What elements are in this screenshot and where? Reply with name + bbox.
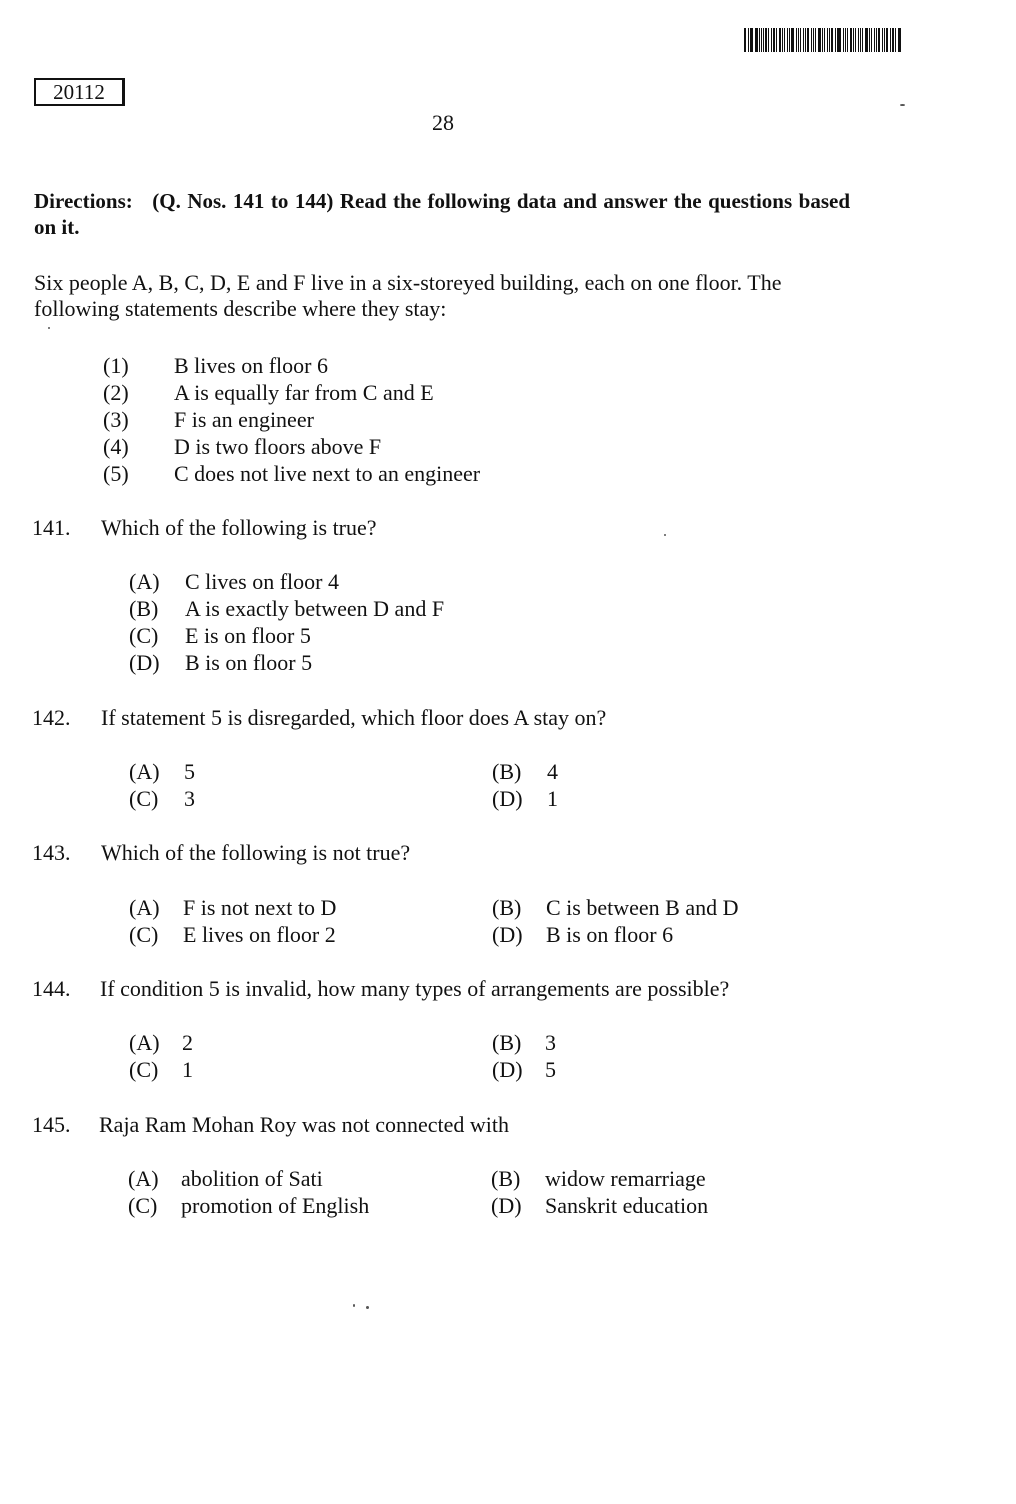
option-text: 2 — [182, 1030, 193, 1055]
barcode-bar — [768, 28, 769, 52]
barcode-bar — [899, 28, 901, 52]
option-text: 5 — [184, 759, 195, 784]
option-label: (D) — [129, 650, 160, 675]
barcode-bar — [811, 28, 813, 52]
option-text: 1 — [182, 1057, 193, 1082]
option-b[interactable] — [492, 1029, 556, 1056]
statement-text: B lives on floor 6 — [174, 353, 328, 378]
statement-text: C does not live next to an engineer — [174, 461, 481, 486]
barcode-bar — [882, 28, 883, 52]
option-text: abolition of Sati — [181, 1166, 323, 1191]
question-number: 145. — [32, 1112, 71, 1137]
scan-speck — [366, 1306, 369, 1309]
option-text: 5 — [545, 1057, 556, 1082]
question-number: 143. — [32, 840, 71, 865]
option-label: (D) — [492, 1057, 523, 1082]
statement-text: D is two floors above F — [174, 434, 382, 459]
option-label: (A) — [129, 1030, 160, 1055]
option-label: (A) — [129, 895, 160, 920]
barcode-bar — [886, 28, 889, 52]
barcode-bar — [813, 28, 814, 52]
statement-text: A is equally far from C and E — [174, 380, 434, 405]
barcode-bar — [835, 28, 836, 52]
barcode-bar — [837, 28, 838, 52]
question-text: If condition 5 is invalid, how many types of arrangements are possible? — [100, 976, 730, 1001]
statement-text: F is an engineer — [174, 407, 314, 432]
option-label: (B) — [129, 596, 159, 621]
option-label: (A) — [129, 759, 160, 784]
question-number: 144. — [32, 976, 71, 1001]
question-text: Raja Ram Mohan Roy was not connected with — [99, 1112, 509, 1137]
barcode-bar — [763, 28, 764, 52]
statement-number: (5) — [103, 461, 129, 486]
option-a[interactable] — [128, 1165, 323, 1192]
option-text: F is not next to D — [183, 895, 337, 920]
option-c[interactable] — [129, 1056, 193, 1083]
option-text: C is between B and D — [546, 895, 739, 920]
barcode-bar — [847, 28, 849, 52]
barcode-bar — [895, 28, 896, 52]
barcode-bar — [884, 28, 885, 52]
option-label: (C) — [129, 922, 159, 947]
barcode-bar — [878, 28, 880, 52]
barcode-bar — [822, 28, 823, 52]
scan-speck — [900, 104, 905, 106]
question-text: Which of the following is not true? — [101, 840, 411, 865]
barcode-bar — [818, 28, 821, 52]
barcode-bar — [871, 28, 872, 52]
option-d[interactable] — [492, 921, 673, 948]
page-number: 28 — [432, 110, 454, 135]
barcode-bar — [843, 28, 844, 52]
barcode-bar — [748, 28, 749, 52]
option-a[interactable] — [129, 894, 336, 921]
option-c[interactable] — [129, 785, 195, 812]
barcode-bar — [773, 28, 776, 52]
barcode-bar — [798, 28, 799, 52]
paper-code-box: 20112 — [34, 78, 125, 106]
barcode-bar — [824, 28, 826, 52]
option-d[interactable] — [129, 649, 312, 676]
option-text: Sanskrit education — [545, 1193, 709, 1218]
barcode-bar — [855, 28, 856, 52]
option-label: (B) — [492, 1030, 522, 1055]
barcode-bar — [744, 28, 746, 52]
option-d[interactable] — [491, 1192, 708, 1219]
option-text: 4 — [547, 759, 558, 784]
barcode-bar — [838, 28, 841, 52]
question-number: 141. — [32, 515, 71, 540]
barcode-bar — [807, 28, 809, 52]
barcode-bar — [815, 28, 816, 52]
barcode-bar — [845, 28, 846, 52]
barcode-bar — [892, 28, 894, 52]
question-text: If statement 5 is disregarded, which floor does A stay on? — [101, 705, 607, 730]
barcode-bar — [827, 28, 828, 52]
option-label: (B) — [492, 759, 522, 784]
barcode-bar — [782, 28, 783, 52]
option-label: (B) — [492, 895, 522, 920]
barcode-bar — [890, 28, 891, 52]
option-label: (C) — [129, 623, 159, 648]
option-d[interactable] — [492, 785, 558, 812]
barcode-bar — [805, 28, 806, 52]
directions — [34, 188, 850, 240]
directions-label: Directions: — [34, 189, 133, 213]
barcode-bar — [876, 28, 877, 52]
option-text: A is exactly between D and F — [185, 596, 445, 621]
option-label: (D) — [491, 1193, 522, 1218]
option-c[interactable] — [129, 622, 311, 649]
barcode-bar — [776, 28, 777, 52]
option-text: 3 — [545, 1030, 556, 1055]
barcode-bar — [787, 28, 789, 52]
option-b[interactable] — [491, 1165, 706, 1192]
option-text: promotion of English — [181, 1193, 370, 1218]
barcode-bar — [874, 28, 876, 52]
option-b[interactable] — [492, 758, 558, 785]
barcode-bar — [803, 28, 804, 52]
option-a[interactable] — [129, 1029, 193, 1056]
barcode-bar — [853, 28, 854, 52]
barcode-bar — [779, 28, 781, 52]
option-text: 3 — [184, 786, 195, 811]
option-label: (D) — [492, 922, 523, 947]
barcode-bar — [862, 28, 863, 52]
option-a[interactable] — [129, 758, 195, 785]
barcode-bar — [755, 28, 758, 52]
barcode-bar — [831, 28, 833, 52]
barcode-bar — [791, 28, 794, 52]
barcode-bar — [796, 28, 797, 52]
statement-number: (4) — [103, 434, 129, 459]
option-b[interactable] — [129, 595, 444, 622]
option-text: E lives on floor 2 — [183, 922, 336, 947]
option-c[interactable] — [128, 1192, 369, 1219]
statement-number: (1) — [103, 353, 129, 378]
option-b[interactable] — [492, 894, 738, 921]
option-text: widow remarriage — [545, 1166, 706, 1191]
barcode-bar — [829, 28, 830, 52]
option-label: (C) — [129, 1057, 159, 1082]
option-label: (A) — [128, 1166, 159, 1191]
barcode — [744, 28, 902, 52]
barcode-bar — [759, 28, 760, 52]
barcode-bar — [858, 28, 859, 52]
barcode-bar — [765, 28, 767, 52]
option-label: (C) — [128, 1193, 158, 1218]
option-c[interactable] — [129, 921, 336, 948]
scan-speck — [664, 534, 666, 536]
barcode-bar — [865, 28, 868, 52]
option-a[interactable] — [129, 568, 339, 595]
statement-number: (3) — [103, 407, 129, 432]
barcode-bar — [771, 28, 772, 52]
option-label: (A) — [129, 569, 160, 594]
question-text: Which of the following is true? — [101, 515, 377, 540]
barcode-bar — [850, 28, 852, 52]
barcode-bar — [898, 28, 899, 52]
option-text: B is on floor 5 — [185, 650, 313, 675]
barcode-bar — [860, 28, 862, 52]
option-label: (D) — [492, 786, 523, 811]
barcode-bar — [784, 28, 785, 52]
directions-text: (Q. Nos. 141 to 144) Read the following data and answer the questions based on it. — [34, 189, 850, 239]
option-text: B is on floor 6 — [546, 922, 674, 947]
barcode-bar — [869, 28, 870, 52]
barcode-bar — [750, 28, 751, 52]
barcode-bar — [751, 28, 753, 52]
option-text: 1 — [547, 786, 558, 811]
option-label: (B) — [491, 1166, 521, 1191]
option-label: (C) — [129, 786, 159, 811]
intro-paragraph: Six people A, B, C, D, E and F live in a six-storeyed building, each on one floor. The following statements describe where they stay: — [34, 270, 782, 321]
barcode-bar — [761, 28, 762, 52]
option-text: E is on floor 5 — [185, 623, 311, 648]
barcode-bar — [800, 28, 802, 52]
question-number: 142. — [32, 705, 71, 730]
scan-speck — [353, 1304, 355, 1307]
option-text: C lives on floor 4 — [185, 569, 339, 594]
option-d[interactable] — [492, 1056, 556, 1083]
scan-speck — [48, 327, 50, 329]
barcode-bar — [789, 28, 790, 52]
statement-number: (2) — [103, 380, 129, 405]
